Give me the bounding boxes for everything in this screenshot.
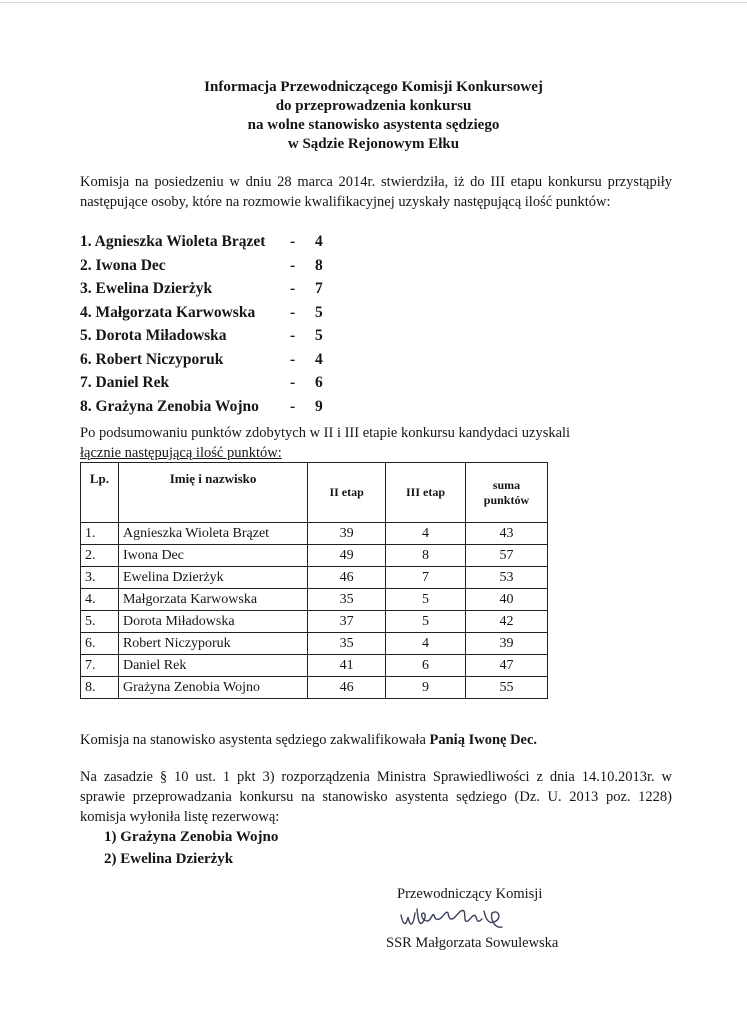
page-top-edge: [0, 2, 747, 3]
signatory-name: SSR Małgorzata Sowulewska: [386, 935, 559, 951]
cell-lp: 3.: [81, 567, 119, 589]
candidate-points: 5: [315, 303, 323, 321]
dash: -: [290, 374, 296, 391]
table-row: [81, 677, 548, 699]
cell-stage3: 4: [386, 633, 466, 655]
cell-stage2: 46: [308, 677, 386, 699]
list-item: [80, 374, 380, 398]
cell-lp: 6.: [81, 633, 119, 655]
candidate-points: 5: [315, 327, 323, 344]
title-line-4: w Sądzie Rejonowym Ełku: [287, 136, 460, 152]
candidate-name: 8. Grażyna Zenobia Wojno: [80, 397, 259, 415]
dash: -: [290, 280, 296, 297]
dash: -: [290, 256, 296, 274]
cell-stage2: 49: [308, 545, 386, 567]
list-item: [80, 351, 380, 375]
dash: -: [290, 303, 296, 321]
cell-total: 53: [465, 567, 547, 589]
cell-lp: 2.: [81, 545, 119, 567]
qualified-statement: [80, 732, 537, 749]
cell-name: Daniel Rek: [118, 655, 307, 677]
legal-basis-paragraph: Na zasadzie § 10 ust. 1 pkt 3) rozporządzenia Ministra Sprawiedliwości z dnia 14.10.2013r. w sprawie przeprowadzania konkursu na stanowisko asystenta sędziego (Dz. U. 2013 poz. 1228) komisja wyłoniła listę rezerwową:: [80, 769, 672, 825]
cell-name: Dorota Miładowska: [118, 611, 307, 633]
list-item: [80, 304, 380, 328]
list-item: [80, 257, 380, 281]
column-header-total: suma punktów: [465, 463, 547, 523]
handwritten-signature: [398, 901, 528, 933]
candidate-name: 6. Robert Niczyporuk: [80, 350, 224, 368]
cell-total: 40: [465, 589, 547, 611]
list-item: [80, 280, 380, 304]
cell-stage2: 35: [308, 633, 386, 655]
signatory-title: Przewodniczący Komisji: [397, 886, 543, 902]
cell-stage3: 6: [386, 655, 466, 677]
candidate-name: 3. Ewelina Dzierżyk: [80, 280, 213, 297]
candidate-points: 7: [315, 280, 323, 297]
intro-paragraph: Komisja na posiedzeniu w dniu 28 marca 2014r. stwierdziła, iż do III etapu konkursu przystąpiły następujące osoby, które na rozmowie kwalifikacyjnej uzyskały następującą ilość punktów:: [80, 174, 672, 210]
cell-stage3: 7: [386, 567, 466, 589]
interview-ranking-list: [80, 233, 380, 421]
cell-stage3: 5: [386, 611, 466, 633]
cell-lp: 7.: [81, 655, 119, 677]
list-item: [80, 398, 380, 422]
cell-total: 39: [465, 633, 547, 655]
cell-stage2: 37: [308, 611, 386, 633]
cell-total: 55: [465, 677, 547, 699]
title-line-1: Informacja Przewodniczącego Komisji Konkursowej: [204, 79, 543, 95]
table-row: [81, 633, 548, 655]
cell-name: Robert Niczyporuk: [118, 633, 307, 655]
candidate-name: 7. Daniel Rek: [80, 374, 170, 391]
cell-lp: 4.: [81, 589, 119, 611]
cell-name: Iwona Dec: [118, 545, 307, 567]
candidate-points: 4: [315, 350, 323, 368]
table-row: [81, 655, 548, 677]
reserve-list: [104, 826, 278, 870]
qualified-prefix: Komisja na stanowisko asystenta sędziego zakwalifikowała: [80, 732, 430, 748]
signature-stroke: [401, 909, 502, 927]
table-row: [81, 589, 548, 611]
candidate-points: 4: [315, 233, 323, 250]
cell-name: Małgorzata Karwowska: [118, 589, 307, 611]
cell-stage2: 46: [308, 567, 386, 589]
dash: -: [290, 233, 296, 250]
cell-stage3: 4: [386, 523, 466, 545]
cell-name: Agnieszka Wioleta Brązet: [118, 523, 307, 545]
cell-stage2: 39: [308, 523, 386, 545]
list-item: 1) Grażyna Zenobia Wojno: [104, 829, 279, 845]
candidate-name: 2. Iwona Dec: [80, 256, 166, 274]
candidate-name: 4. Małgorzata Karwowska: [80, 303, 256, 321]
cell-lp: 1.: [81, 523, 119, 545]
dash: -: [290, 327, 296, 344]
title-line-3: na wolne stanowisko asystenta sędziego: [247, 117, 500, 133]
candidate-name: 1. Agnieszka Wioleta Brązet: [80, 233, 266, 250]
list-item: [80, 233, 380, 257]
table-row: [81, 545, 548, 567]
candidate-points: 8: [315, 256, 323, 274]
document-title: [0, 78, 747, 154]
list-item: 2) Ewelina Dzierżyk: [104, 851, 234, 867]
cell-stage2: 41: [308, 655, 386, 677]
table-header-row: [81, 463, 548, 523]
candidate-name: 5. Dorota Miładowska: [80, 327, 227, 344]
cell-total: 42: [465, 611, 547, 633]
cell-total: 43: [465, 523, 547, 545]
qualified-person: Panią Iwonę Dec.: [429, 732, 538, 748]
cell-name: Grażyna Zenobia Wojno: [118, 677, 307, 699]
dash: -: [290, 397, 296, 415]
list-item: [80, 327, 380, 351]
table-row: [81, 567, 548, 589]
table-row: [81, 523, 548, 545]
column-header-lp: Lp.: [81, 463, 119, 523]
summary-line-1: Po podsumowaniu punktów zdobytych w II i III etapie konkursu kandydaci uzyskali: [80, 425, 571, 441]
candidate-points: 9: [315, 397, 323, 415]
table-row: [81, 611, 548, 633]
title-line-2: do przeprowadzenia konkursu: [275, 98, 472, 114]
cell-name: Ewelina Dzierżyk: [118, 567, 307, 589]
cell-stage3: 5: [386, 589, 466, 611]
cell-stage3: 9: [386, 677, 466, 699]
candidate-points: 6: [315, 374, 323, 391]
summary-paragraph: [80, 423, 672, 463]
dash: -: [290, 350, 296, 368]
results-table: [80, 462, 548, 699]
cell-total: 57: [465, 545, 547, 567]
cell-stage3: 8: [386, 545, 466, 567]
cell-total: 47: [465, 655, 547, 677]
column-header-stage2: II etap: [308, 463, 386, 523]
column-header-stage3: III etap: [386, 463, 466, 523]
cell-stage2: 35: [308, 589, 386, 611]
summary-line-2: łącznie następującą ilość punktów:: [80, 445, 282, 461]
column-header-name: Imię i nazwisko: [118, 463, 307, 523]
cell-lp: 5.: [81, 611, 119, 633]
cell-lp: 8.: [81, 677, 119, 699]
